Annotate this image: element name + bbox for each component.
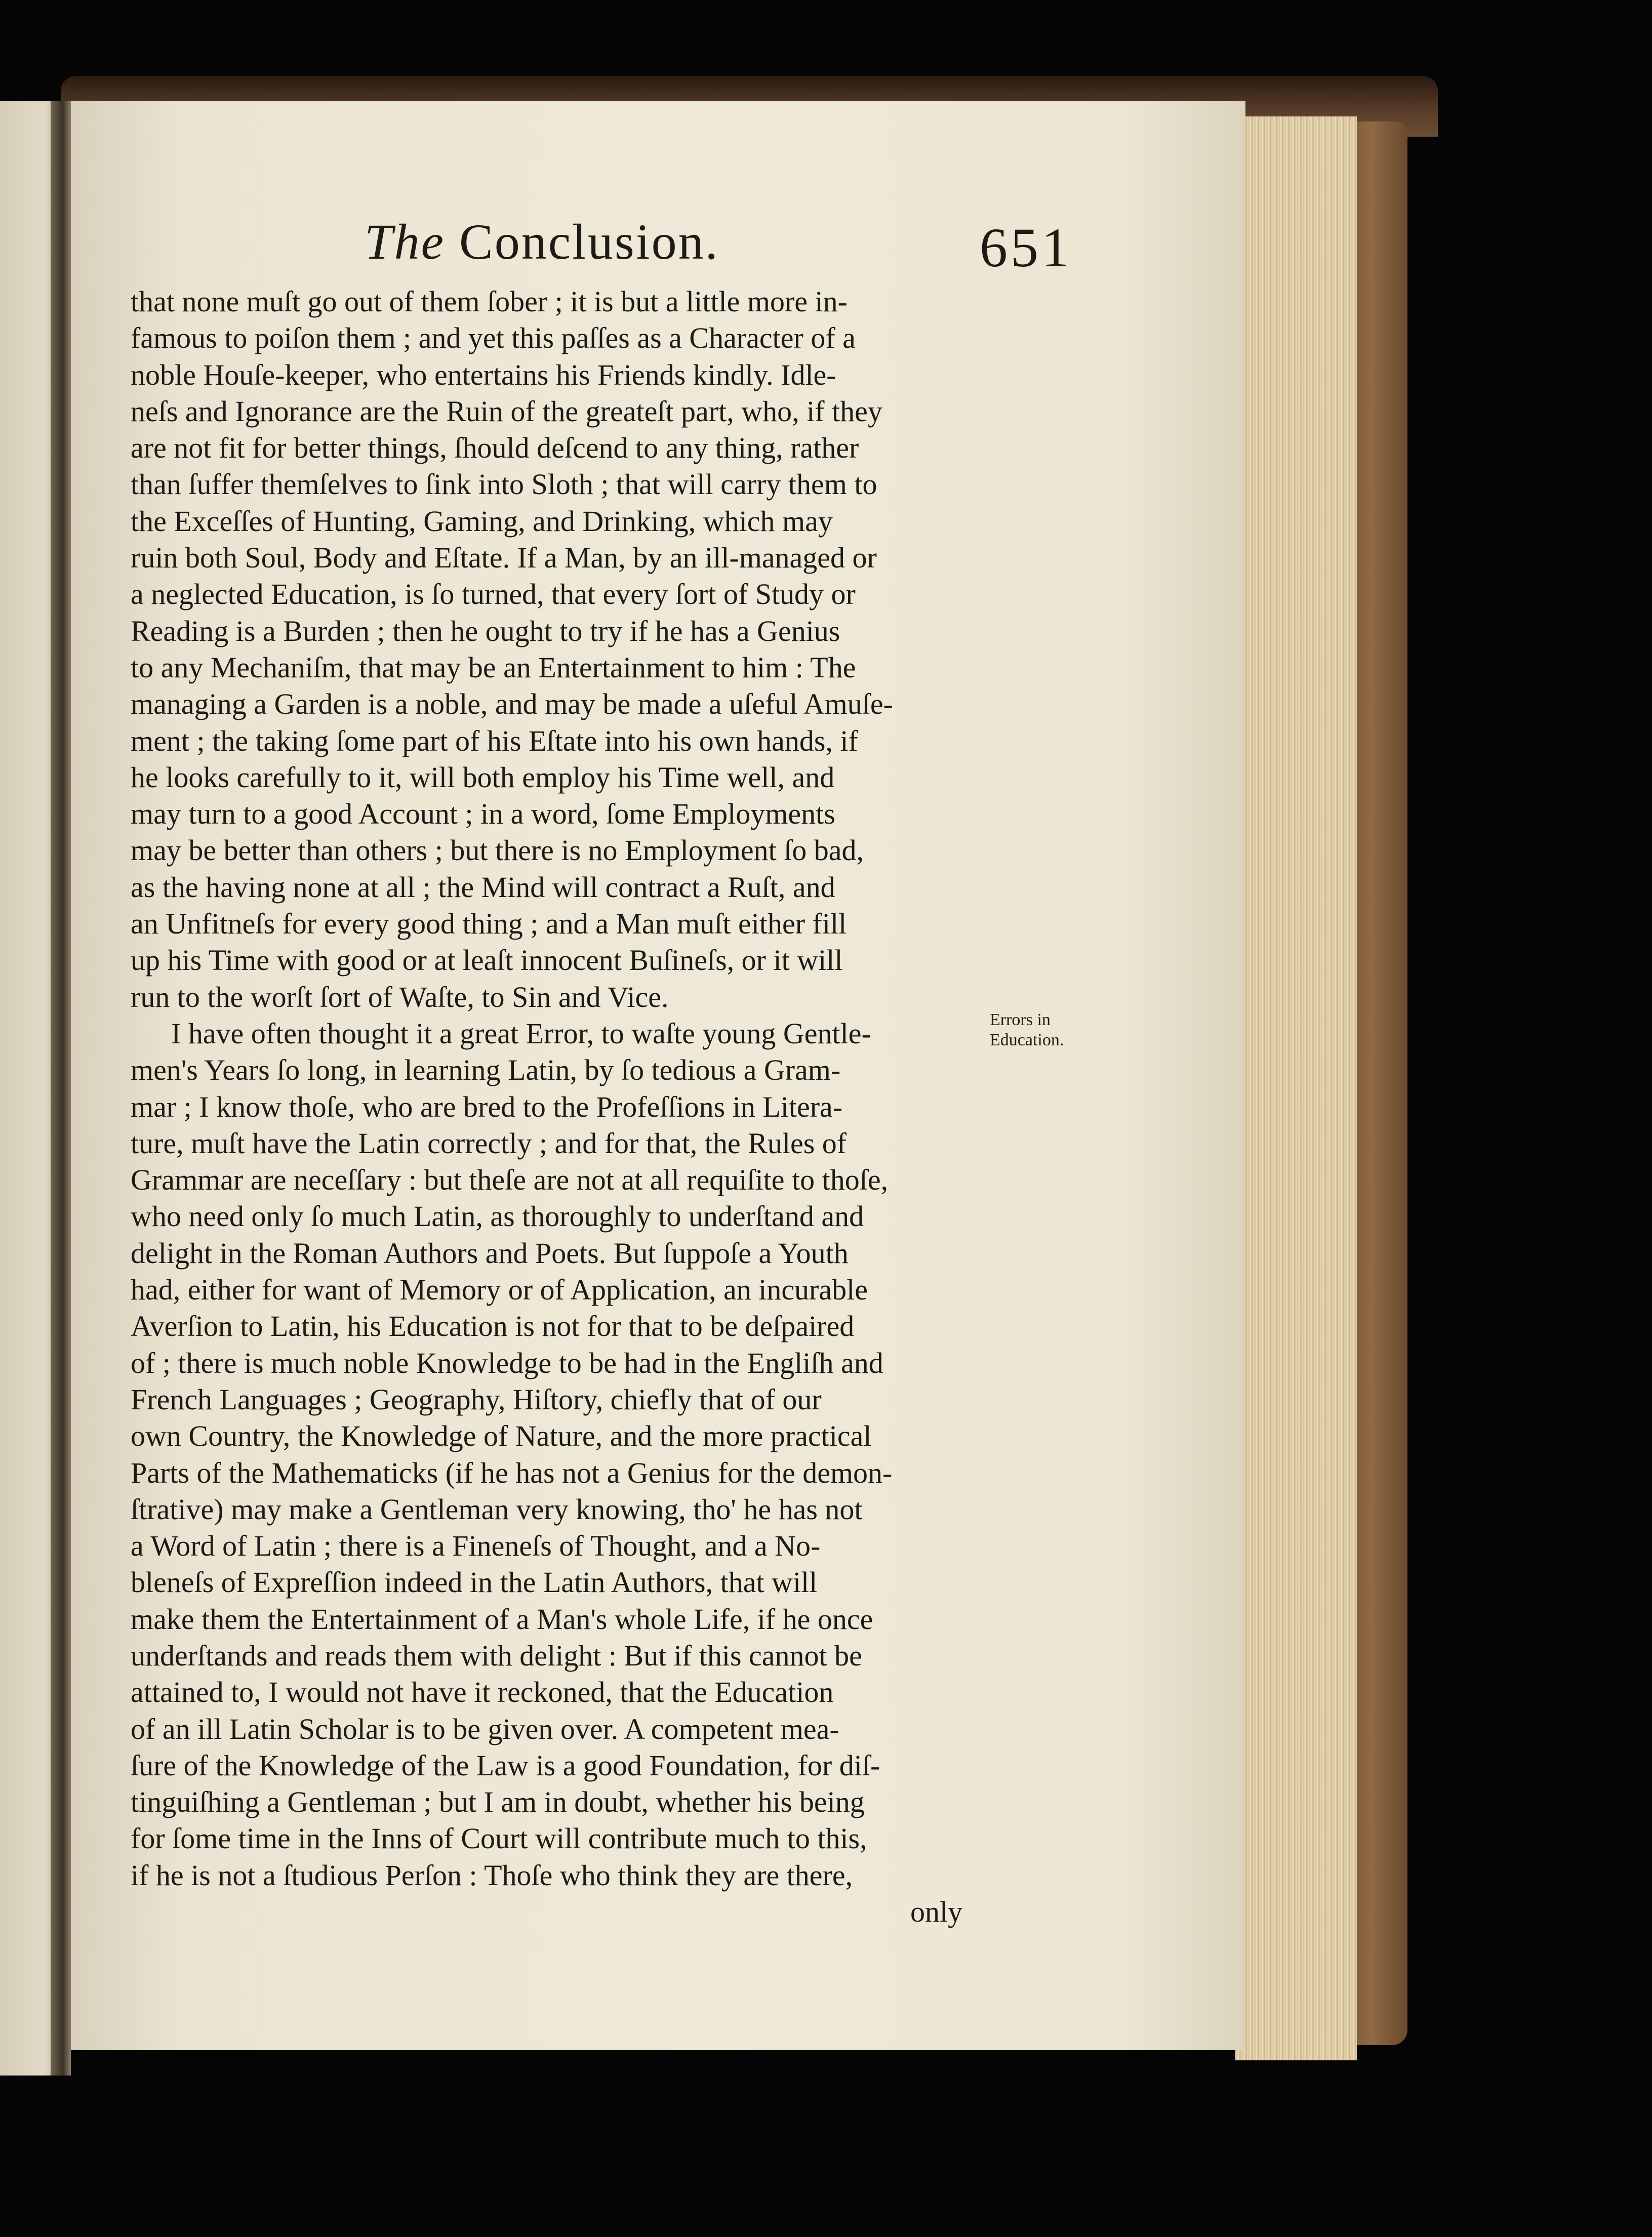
text-line: run to the worſt ſort of Waſte, to Sin and Vice. bbox=[131, 980, 669, 1013]
margin-note-line: Education. bbox=[990, 1031, 1064, 1049]
running-title bbox=[365, 213, 719, 271]
body-text bbox=[131, 283, 986, 1930]
text-line: a neglected Education, is ſo turned, that every ſort of Study or bbox=[131, 578, 856, 611]
text-line: than ſuffer themſelves to ſink into Sloth ; that will carry them to bbox=[131, 468, 877, 501]
page-number: 651 bbox=[980, 217, 1072, 278]
text-line: for ſome time in the Inns of Court will contribute much to this, bbox=[131, 1822, 867, 1855]
running-title-main: Conclusion. bbox=[459, 214, 719, 270]
text-line: of an ill Latin Scholar is to be given over. A competent mea- bbox=[131, 1712, 839, 1745]
text-line: Reading is a Burden ; then he ought to try if he has a Genius bbox=[131, 614, 840, 647]
text-line: may turn to a good Account ; in a word, ſome Employments bbox=[131, 797, 835, 831]
text-line: the Exceſſes of Hunting, Gaming, and Drinking, which may bbox=[131, 504, 833, 538]
text-line: ſtrative) may make a Gentleman very knowing, tho' he has not bbox=[131, 1492, 863, 1526]
text-line: neſs and Ignorance are the Ruin of the greateſt part, who, if they bbox=[131, 394, 882, 428]
text-line: make them the Entertainment of a Man's whole Life, if he once bbox=[131, 1602, 873, 1636]
text-line: delight in the Roman Authors and Poets. But ſuppoſe a Youth bbox=[131, 1236, 849, 1270]
text-line: Averſion to Latin, his Education is not for that to be deſpaired bbox=[131, 1310, 855, 1343]
text-line: mar ; I know thoſe, who are bred to the Profeſſions in Litera- bbox=[131, 1090, 843, 1123]
text-line: ſure of the Knowledge of the Law is a good Foundation, for diſ- bbox=[131, 1748, 880, 1782]
catchword: only bbox=[910, 1895, 963, 1929]
book-gutter bbox=[51, 101, 71, 2076]
text-line: he looks carefully to it, will both employ his Time well, and bbox=[131, 760, 835, 794]
page-header bbox=[365, 213, 1124, 289]
text-line: ruin both Soul, Body and Eſtate. If a Man, by an ill-managed or bbox=[131, 541, 877, 575]
text-line: if he is not a ſtudious Perſon : Thoſe who think they are there, bbox=[131, 1858, 853, 1892]
text-line: up his Time with good or at leaſt innocent Buſineſs, or it will bbox=[131, 944, 843, 977]
page-fore-edge bbox=[1235, 116, 1357, 2060]
text-line: that none muſt go out of them ſober ; it is but a little more in- bbox=[131, 285, 848, 318]
text-line: bleneſs of Expreſſion indeed in the Latin Authors, that will bbox=[131, 1566, 818, 1599]
text-line: an Unfitneſs for every good thing ; and a Man muſt either fill bbox=[131, 907, 847, 941]
margin-note bbox=[990, 1010, 1106, 1050]
text-line: as the having none at all ; the Mind will contract a Ruſt, and bbox=[131, 870, 835, 904]
text-line: noble Houſe-keeper, who entertains his Friends kindly. Idle- bbox=[131, 358, 836, 391]
text-line: ment ; the taking ſome part of his Eſtate into his own hands, if bbox=[131, 724, 858, 757]
text-line: tinguiſhing a Gentleman ; but I am in doubt, whether his being bbox=[131, 1785, 865, 1819]
text-line: who need only ſo much Latin, as thoroughly to underſtand and bbox=[131, 1200, 864, 1233]
text-line: a Word of Latin ; there is a Fineneſs of Thought, and a No- bbox=[131, 1529, 821, 1563]
text-line: of ; there is much noble Knowledge to be had in the Engliſh and bbox=[131, 1346, 883, 1379]
text-line: own Country, the Knowledge of Nature, and the more practical bbox=[131, 1419, 872, 1453]
text-line: attained to, I would not have it reckoned, that the Education bbox=[131, 1676, 834, 1709]
text-line: had, either for want of Memory or of Application, an incurable bbox=[131, 1273, 868, 1307]
text-line: managing a Garden is a noble, and may be made a uſeful Amuſe- bbox=[131, 687, 893, 721]
text-line: are not fit for better things, ſhould deſcend to any thing, rather bbox=[131, 431, 859, 465]
text-line: underſtands and reads them with delight : But if this cannot be bbox=[131, 1639, 862, 1672]
text-line: famous to poiſon them ; and yet this paſſes as a Character of a bbox=[131, 321, 856, 355]
text-line: Grammar are neceſſary : but theſe are not at all requiſite to thoſe, bbox=[131, 1163, 889, 1197]
paragraph-start-line: I have often thought it a great Error, to waſte young Gentle- bbox=[171, 1016, 871, 1050]
text-line: ture, muſt have the Latin correctly ; and for that, the Rules of bbox=[131, 1126, 847, 1160]
text-line: French Languages ; Geography, Hiſtory, chiefly that of our bbox=[131, 1382, 822, 1416]
margin-note-line: Errors in bbox=[990, 1010, 1051, 1029]
text-line: may be better than others ; but there is no Employment ſo bad, bbox=[131, 834, 864, 867]
text-line: men's Years ſo long, in learning Latin, by ſo tedious a Gram- bbox=[131, 1053, 841, 1087]
text-line: to any Mechaniſm, that may be an Entertainment to him : The bbox=[131, 650, 856, 684]
running-title-italic: The bbox=[365, 214, 445, 270]
text-line: Parts of the Mathematicks (if he has not a Genius for the demon- bbox=[131, 1456, 893, 1489]
